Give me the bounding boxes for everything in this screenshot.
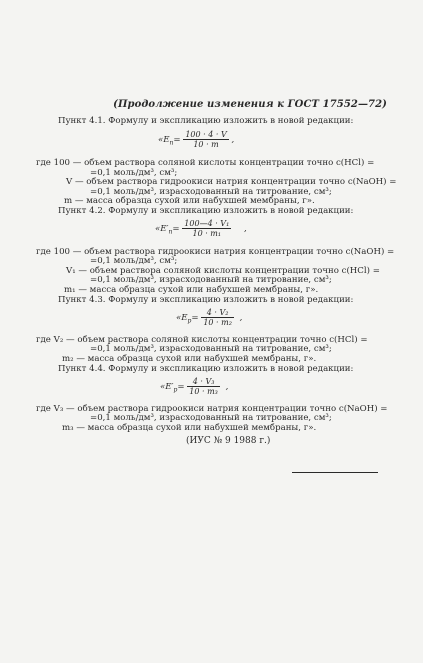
formula-4-2-eq: = bbox=[172, 224, 180, 234]
clause-4-2-title: Пункт 4.2. Формулу и экспликацию изложить в новой редакции: bbox=[58, 206, 354, 216]
clause-4-4-line-3: m₃ — масса образца сухой или набухшей мембраны, г». bbox=[62, 423, 317, 433]
formula-4-1-fraction bbox=[183, 130, 228, 149]
formula-4-4-eq: = bbox=[177, 382, 185, 392]
formula-4-2-numerator: 100—4 · V₁ bbox=[184, 219, 230, 228]
formula-4-3-eq: = bbox=[191, 313, 199, 323]
clause-4-4-line-2: =0,1 моль/дм³, израсходованный на титрование, см³; bbox=[90, 413, 332, 423]
clause-4-4-line-1: где V₃ — объем раствора гидроокиси натрия концентрации точно c(NaOH) = bbox=[36, 404, 388, 414]
formula-4-2-lhs: «E′ bbox=[155, 224, 169, 234]
formula-4-1-numerator: 100 · 4 · V bbox=[185, 130, 227, 139]
clause-4-1-line-1: где 100 — объем раствора соляной кислоты концентрации точно c(HCl) = bbox=[36, 158, 375, 168]
formula-4-3-lhs: «E bbox=[176, 313, 188, 323]
clause-4-2-line-4: =0,1 моль/дм³, израсходованный на титрование, см³; bbox=[90, 275, 332, 285]
page-header: (Продолжение изменения к ГОСТ 17552—72) bbox=[113, 99, 387, 110]
clause-4-1-line-4: =0,1 моль/дм³, израсходованный на титрование, см³; bbox=[90, 187, 332, 197]
clause-4-4-title: Пункт 4.4. Формулу и экспликацию изложить в новой редакции: bbox=[58, 364, 354, 374]
clause-4-2-line-1: где 100 — объем раствора гидроокиси натрия концентрации точно c(NaOH) = bbox=[36, 247, 395, 257]
formula-4-2-sub: п bbox=[168, 228, 173, 236]
formula-4-1-sub: п bbox=[169, 139, 174, 147]
formula-4-3-tail: , bbox=[239, 313, 243, 323]
footer-citation: (ИУС № 9 1988 г.) bbox=[186, 436, 271, 446]
clause-4-1-title: Пункт 4.1. Формулу и экспликацию изложить в новой редакции: bbox=[58, 116, 354, 126]
closing-rule bbox=[292, 472, 378, 473]
clause-4-2-line-2: =0,1 моль/дм³, см³; bbox=[90, 256, 178, 266]
formula-4-4 bbox=[160, 377, 228, 396]
clause-4-3-line-3: m₂ — масса образца сухой или набухшей мембраны, г». bbox=[62, 354, 317, 364]
clause-4-1-line-3: V — объем раствора гидроокиси натрия концентрации точно c(NaOH) = bbox=[66, 177, 397, 187]
formula-4-3-denominator: 10 · m₂ bbox=[203, 318, 232, 327]
clause-4-2-line-5: m₁ — масса образца сухой или набухшей мембраны, г». bbox=[64, 285, 319, 295]
formula-4-4-sub: р bbox=[173, 386, 178, 394]
formula-4-2-denominator: 10 · m₁ bbox=[192, 229, 222, 238]
clause-4-2-line-3: V₁ — объем раствора соляной кислоты концентрации точно c(HCl) = bbox=[66, 266, 380, 276]
formula-4-3-fraction bbox=[201, 308, 234, 327]
formula-4-3-numerator: 4 · V₂ bbox=[201, 308, 234, 318]
formula-4-1-lhs: «E bbox=[158, 135, 170, 145]
formula-4-3-sub: р bbox=[187, 317, 192, 325]
formula-4-4-tail: , bbox=[225, 382, 229, 392]
formula-4-1-denominator: 10 · m bbox=[193, 140, 219, 149]
clause-4-3-line-1: где V₂ — объем раствора соляной кислоты концентрации точно c(HCl) = bbox=[36, 335, 368, 345]
formula-4-4-denominator: 10 · m₃ bbox=[189, 387, 218, 396]
clause-4-1-line-5: m — масса образца сухой или набухшей мембраны, г». bbox=[64, 196, 315, 206]
formula-4-2-fraction bbox=[182, 219, 231, 238]
formula-4-1-tail: , bbox=[231, 135, 235, 145]
formula-4-4-fraction bbox=[187, 377, 220, 396]
formula-4-1-eq: = bbox=[173, 135, 181, 145]
formula-4-2-tail: , bbox=[244, 224, 247, 234]
formula-4-4-numerator: 4 · V₃ bbox=[187, 377, 220, 387]
formula-4-1 bbox=[158, 130, 234, 149]
formula-4-4-lhs: «E′ bbox=[160, 382, 174, 392]
clause-4-3-title: Пункт 4.3. Формулу и экспликацию изложить в новой редакции: bbox=[58, 295, 354, 305]
formula-4-2 bbox=[155, 219, 247, 238]
clause-4-1-line-2: =0,1 моль/дм³, см³; bbox=[90, 168, 178, 178]
clause-4-3-line-2: =0,1 моль/дм³, израсходованный на титрование, см³; bbox=[90, 344, 332, 354]
formula-4-3 bbox=[176, 308, 242, 327]
